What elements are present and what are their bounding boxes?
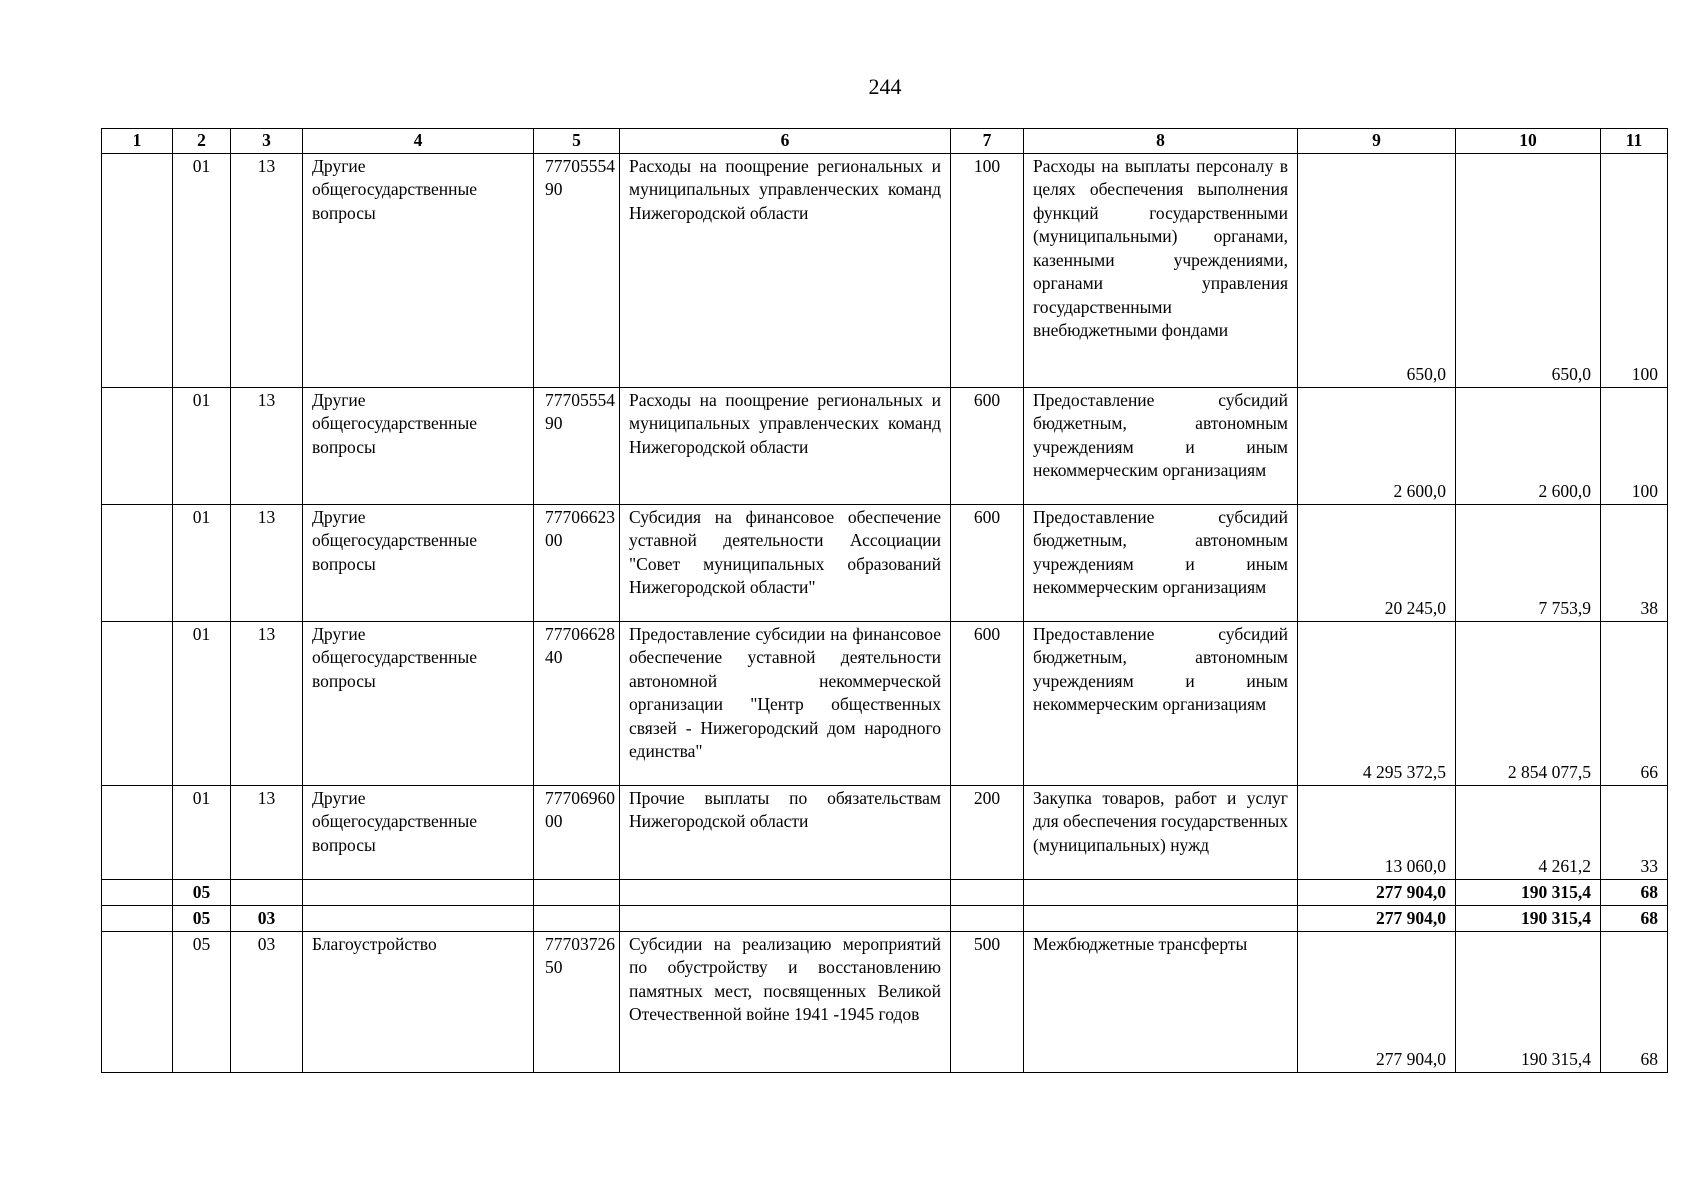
cell-expense-type: 600 (951, 504, 1024, 621)
cell-target-code: 7770662300 (534, 504, 620, 621)
cell-section: 01 (173, 504, 231, 621)
header-row (102, 129, 1668, 154)
cell-percent: 68 (1601, 905, 1668, 931)
cell-expense-type-name: Межбюджетные трансферты (1024, 931, 1298, 1072)
cell-planned: 277 904,0 (1298, 931, 1456, 1072)
cell-subsection (231, 879, 303, 905)
cell-subsection-name: Другие общегосударственные вопросы (303, 621, 534, 785)
table-row (102, 153, 1668, 387)
cell-target-name: Расходы на поощрение региональных и муниципальных управленческих команд Нижегородской области (620, 387, 951, 504)
column-header: 5 (534, 129, 620, 154)
cell-expense-type (951, 879, 1024, 905)
cell-col1 (102, 621, 173, 785)
column-header: 1 (102, 129, 173, 154)
cell-section: 05 (173, 931, 231, 1072)
cell-expense-type: 100 (951, 153, 1024, 387)
cell-expense-type-name: Предоставление субсидий бюджетным, автономным учреждениям и иным некоммерческим организациям (1024, 387, 1298, 504)
cell-subsection: 13 (231, 621, 303, 785)
cell-target-code: 7770555490 (534, 153, 620, 387)
column-header: 3 (231, 129, 303, 154)
cell-section: 01 (173, 785, 231, 879)
cell-percent: 68 (1601, 879, 1668, 905)
column-header: 11 (1601, 129, 1668, 154)
cell-planned: 277 904,0 (1298, 879, 1456, 905)
table-row (102, 504, 1668, 621)
cell-subsection-name: Благоустройство (303, 931, 534, 1072)
cell-section: 05 (173, 879, 231, 905)
cell-planned: 4 295 372,5 (1298, 621, 1456, 785)
cell-target-name: Субсидия на финансовое обеспечение уставной деятельности Ассоциации "Совет муниципальных образований Нижегородской области" (620, 504, 951, 621)
cell-col1 (102, 785, 173, 879)
cell-planned: 277 904,0 (1298, 905, 1456, 931)
cell-col1 (102, 387, 173, 504)
cell-subsection: 13 (231, 785, 303, 879)
cell-target-name: Прочие выплаты по обязательствам Нижегородской области (620, 785, 951, 879)
cell-planned: 20 245,0 (1298, 504, 1456, 621)
cell-percent: 100 (1601, 153, 1668, 387)
cell-executed: 4 261,2 (1456, 785, 1601, 879)
table-row (102, 931, 1668, 1072)
cell-col1 (102, 879, 173, 905)
column-header: 10 (1456, 129, 1601, 154)
cell-expense-type-name: Расходы на выплаты персоналу в целях обеспечения выполнения функций государственными (муниципальными) органами, казенными учреждениями, органами управления государственными внебюджетными фондами (1024, 153, 1298, 387)
cell-expense-type-name: Предоставление субсидий бюджетным, автономным учреждениям и иным некоммерческим организациям (1024, 621, 1298, 785)
cell-target-code: 7770372650 (534, 931, 620, 1072)
cell-subsection-name (303, 905, 534, 931)
column-header: 7 (951, 129, 1024, 154)
cell-executed: 2 854 077,5 (1456, 621, 1601, 785)
cell-executed: 190 315,4 (1456, 931, 1601, 1072)
cell-planned: 2 600,0 (1298, 387, 1456, 504)
cell-executed: 7 753,9 (1456, 504, 1601, 621)
cell-expense-type: 600 (951, 621, 1024, 785)
column-header: 6 (620, 129, 951, 154)
column-header: 9 (1298, 129, 1456, 154)
table-row (102, 785, 1668, 879)
cell-executed: 2 600,0 (1456, 387, 1601, 504)
cell-target-code: 7770555490 (534, 387, 620, 504)
cell-subsection-name: Другие общегосударственные вопросы (303, 153, 534, 387)
cell-subsection-name: Другие общегосударственные вопросы (303, 785, 534, 879)
cell-col1 (102, 931, 173, 1072)
cell-target-name (620, 879, 951, 905)
cell-target-code: 7770696000 (534, 785, 620, 879)
cell-expense-type (951, 905, 1024, 931)
cell-planned: 13 060,0 (1298, 785, 1456, 879)
cell-percent: 33 (1601, 785, 1668, 879)
cell-col1 (102, 504, 173, 621)
cell-subsection-name: Другие общегосударственные вопросы (303, 504, 534, 621)
cell-col1 (102, 153, 173, 387)
cell-target-name: Субсидии на реализацию мероприятий по обустройству и восстановлению памятных мест, посвященных Великой Отечественной войне 1941 -1945 годов (620, 931, 951, 1072)
cell-planned: 650,0 (1298, 153, 1456, 387)
cell-subsection: 03 (231, 931, 303, 1072)
cell-expense-type-name: Закупка товаров, работ и услуг для обеспечения государственных (муниципальных) нужд (1024, 785, 1298, 879)
cell-percent: 100 (1601, 387, 1668, 504)
cell-subsection: 03 (231, 905, 303, 931)
cell-executed: 190 315,4 (1456, 905, 1601, 931)
cell-section: 01 (173, 387, 231, 504)
cell-expense-type: 600 (951, 387, 1024, 504)
cell-col1 (102, 905, 173, 931)
cell-executed: 190 315,4 (1456, 879, 1601, 905)
cell-expense-type-name (1024, 879, 1298, 905)
cell-subsection-name (303, 879, 534, 905)
column-header: 2 (173, 129, 231, 154)
cell-percent: 38 (1601, 504, 1668, 621)
cell-expense-type: 200 (951, 785, 1024, 879)
cell-subsection: 13 (231, 504, 303, 621)
cell-target-name: Предоставление субсидии на финансовое обеспечение уставной деятельности автономной некоммерческой организации "Центр общественных связей - Нижегородский дом народного единства" (620, 621, 951, 785)
page-number: 244 (868, 74, 902, 99)
cell-subsection: 13 (231, 153, 303, 387)
cell-expense-type-name (1024, 905, 1298, 931)
subtotal-row (102, 905, 1668, 931)
cell-target-code: 7770662840 (534, 621, 620, 785)
column-header: 4 (303, 129, 534, 154)
cell-section: 05 (173, 905, 231, 931)
cell-target-code (534, 905, 620, 931)
cell-target-code (534, 879, 620, 905)
cell-subsection: 13 (231, 387, 303, 504)
subtotal-row (102, 879, 1668, 905)
table-row (102, 621, 1668, 785)
cell-subsection-name: Другие общегосударственные вопросы (303, 387, 534, 504)
cell-expense-type-name: Предоставление субсидий бюджетным, автономным учреждениям и иным некоммерческим организациям (1024, 504, 1298, 621)
table-row (102, 387, 1668, 504)
cell-target-name: Расходы на поощрение региональных и муниципальных управленческих команд Нижегородской области (620, 153, 951, 387)
cell-percent: 66 (1601, 621, 1668, 785)
column-header: 8 (1024, 129, 1298, 154)
cell-section: 01 (173, 153, 231, 387)
cell-target-name (620, 905, 951, 931)
cell-section: 01 (173, 621, 231, 785)
budget-table (101, 128, 1668, 1073)
cell-executed: 650,0 (1456, 153, 1601, 387)
cell-expense-type: 500 (951, 931, 1024, 1072)
cell-percent: 68 (1601, 931, 1668, 1072)
